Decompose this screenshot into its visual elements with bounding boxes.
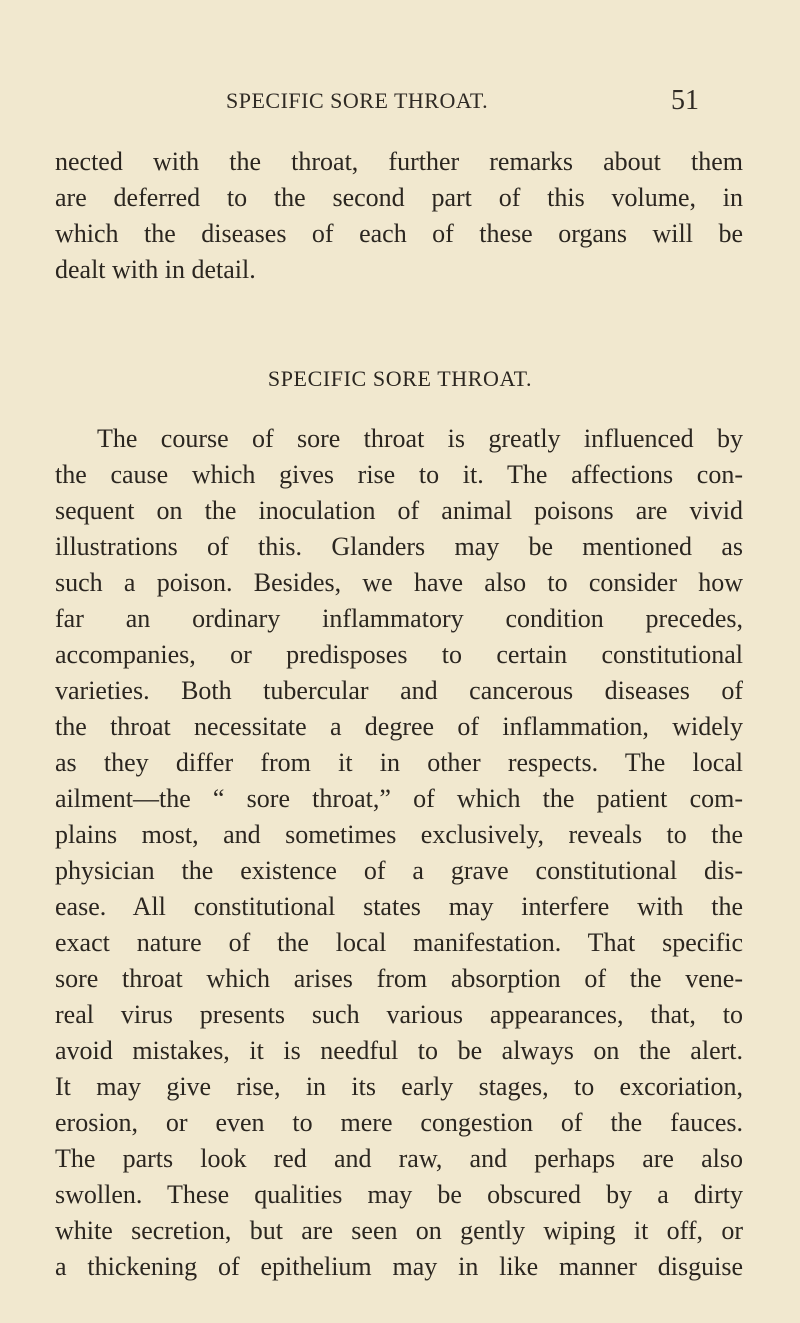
- page-number: 51: [671, 85, 699, 116]
- text-line: illustrations of this. Glanders may be mentioned as: [55, 532, 743, 561]
- text-line: sore throat which arises from absorption of the vene-: [55, 964, 743, 993]
- text-line: nected with the throat, further remarks about them: [55, 147, 743, 176]
- text-line: The course of sore throat is greatly influenced by: [97, 424, 743, 453]
- text-line: plains most, and sometimes exclusively, reveals to the: [55, 820, 743, 849]
- text-line: are deferred to the second part of this volume, in: [55, 183, 743, 212]
- text-line: varieties. Both tubercular and cancerous diseases of: [55, 676, 743, 705]
- text-line: real virus presents such various appearances, that, to: [55, 1000, 743, 1029]
- running-head: [0, 85, 800, 118]
- text-line: the cause which gives rise to it. The affections con-: [55, 460, 743, 489]
- text-line: sequent on the inoculation of animal poisons are vivid: [55, 496, 743, 525]
- text-line: accompanies, or predisposes to certain constitutional: [55, 640, 743, 669]
- text-line: physician the existence of a grave constitutional dis-: [55, 856, 743, 885]
- section-paragraph: [55, 421, 743, 1285]
- text-line: The parts look red and raw, and perhaps are also: [55, 1144, 743, 1173]
- text-line: as they differ from it in other respects. The local: [55, 748, 743, 777]
- text-line: exact nature of the local manifestation. That specific: [55, 928, 743, 957]
- text-line: a thickening of epithelium may in like manner disguise: [55, 1252, 743, 1281]
- section-heading: SPECIFIC SORE THROAT.: [267, 366, 533, 391]
- text-line: ailment—the “ sore throat,” of which the patient com-: [55, 784, 743, 813]
- text-line: dealt with in detail.: [55, 255, 256, 284]
- text-line: the throat necessitate a degree of inflammation, widely: [55, 712, 743, 741]
- text-line: swollen. These qualities may be obscured by a dirty: [55, 1180, 743, 1209]
- text-line: avoid mistakes, it is needful to be always on the alert.: [55, 1036, 743, 1065]
- text-line: which the diseases of each of these organs will be: [55, 219, 743, 248]
- text-line: ease. All constitutional states may interfere with the: [55, 892, 743, 921]
- text-line: far an ordinary inflammatory condition precedes,: [55, 604, 743, 633]
- continuation-paragraph: [55, 144, 743, 288]
- running-title: SPECIFIC SORE THROAT.: [226, 88, 489, 113]
- text-line: such a poison. Besides, we have also to consider how: [55, 568, 743, 597]
- text-line: erosion, or even to mere congestion of the fauces.: [55, 1108, 743, 1137]
- text-line: white secretion, but are seen on gently wiping it off, or: [55, 1216, 743, 1245]
- text-line: It may give rise, in its early stages, to excoriation,: [55, 1072, 743, 1101]
